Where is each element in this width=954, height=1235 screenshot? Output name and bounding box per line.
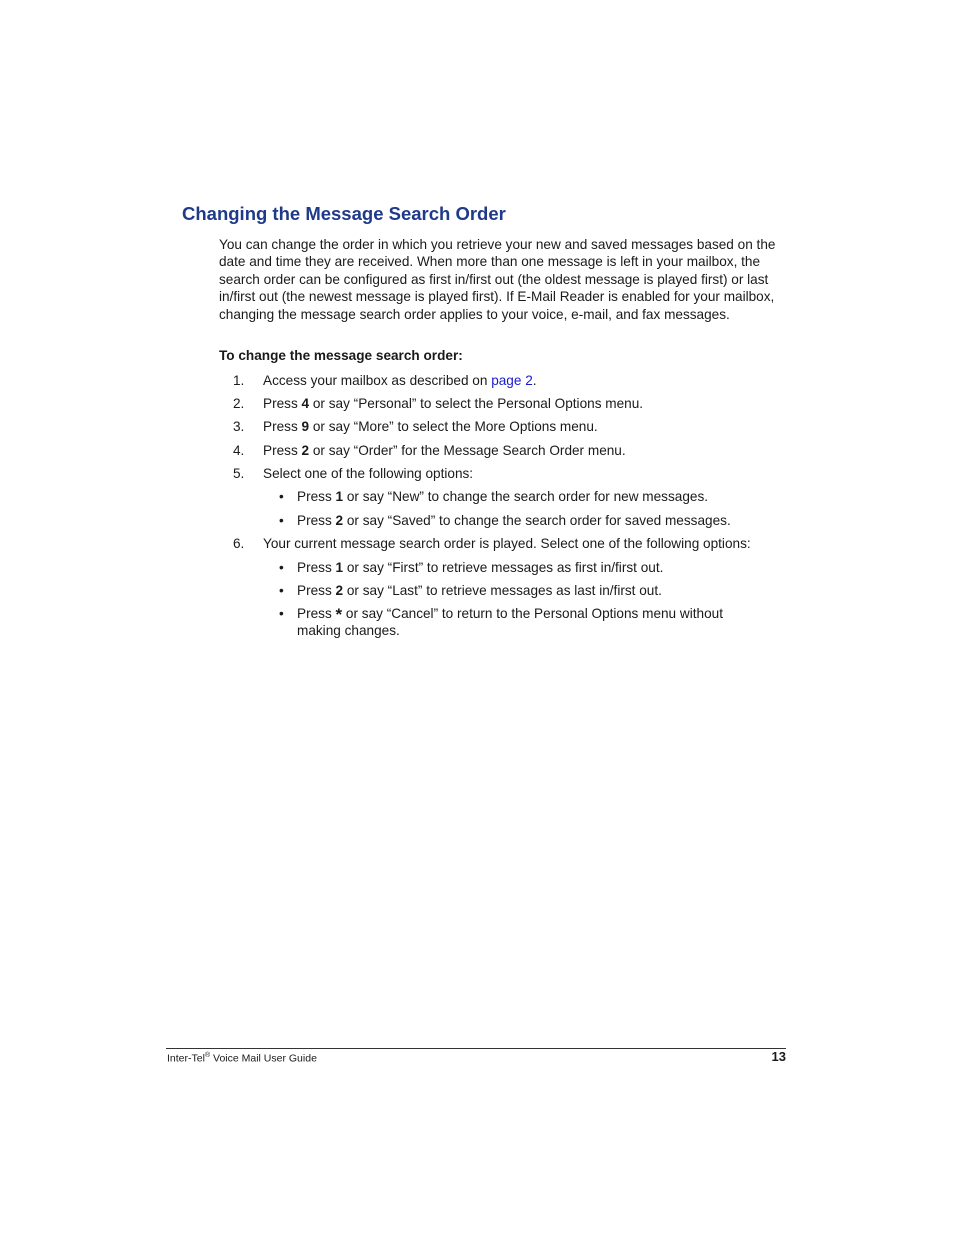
option-text: Press * or say “Cancel” to return to the Personal Options menu without making changes. (297, 605, 723, 639)
key-label: 2 (335, 583, 344, 598)
step-text: Your current message search order is played. Select one of the following options: (263, 536, 751, 551)
bullet-icon: • (279, 489, 284, 504)
step-text: Select one of the following options: (263, 466, 474, 481)
step-number: 3. (233, 419, 245, 434)
step-number: 4. (233, 443, 245, 458)
page-link[interactable]: page 2 (491, 373, 533, 388)
page-number: 13 (771, 1049, 786, 1064)
star-key-label: * (335, 605, 343, 624)
key-label: 1 (335, 560, 344, 575)
option-text: Press 1 or say “First” to retrieve messages as first in/first out. (297, 560, 664, 575)
option-text: Press 2 or say “Saved” to change the search order for saved messages. (297, 513, 731, 528)
intro-paragraph: You can change the order in which you retrieve your new and saved messages based on the date and time they are received. When more than one message is left in your mailbox, the search order can be configured as first in/first out (the oldest message is played first) or last in/first out (the newest message is played first). If E-Mail Reader is enabled for your mailbox, changing the message search order applies to your voice, e-mail, and fax messages. (219, 237, 776, 322)
step-number: 5. (233, 466, 245, 481)
footer-divider (166, 1048, 786, 1049)
bullet-icon: • (279, 583, 284, 598)
key-label: 2 (301, 443, 310, 458)
page-title: Changing the Message Search Order (182, 203, 506, 224)
footer-guide-title: Inter-Tel® Voice Mail User Guide (167, 1052, 317, 1065)
step-number: 1. (233, 373, 245, 388)
key-label: 1 (335, 489, 344, 504)
step-number: 6. (233, 536, 245, 551)
key-label: 4 (301, 396, 310, 411)
bullet-icon: • (279, 606, 284, 621)
procedure-heading: To change the message search order: (219, 348, 463, 363)
option-text: Press 2 or say “Last” to retrieve messages as last in/first out. (297, 583, 662, 598)
step-text: Press 9 or say “More” to select the More Options menu. (263, 419, 598, 434)
step-text: Access your mailbox as described on page 2. (263, 373, 537, 388)
step-text: Press 4 or say “Personal” to select the Personal Options menu. (263, 396, 644, 411)
option-text: Press 1 or say “New” to change the search order for new messages. (297, 489, 709, 504)
step-text: Press 2 or say “Order” for the Message Search Order menu. (263, 443, 626, 458)
bullet-icon: • (279, 513, 284, 528)
step-number: 2. (233, 396, 245, 411)
key-label: 2 (335, 513, 344, 528)
bullet-icon: • (279, 560, 284, 575)
key-label: 9 (301, 419, 310, 434)
